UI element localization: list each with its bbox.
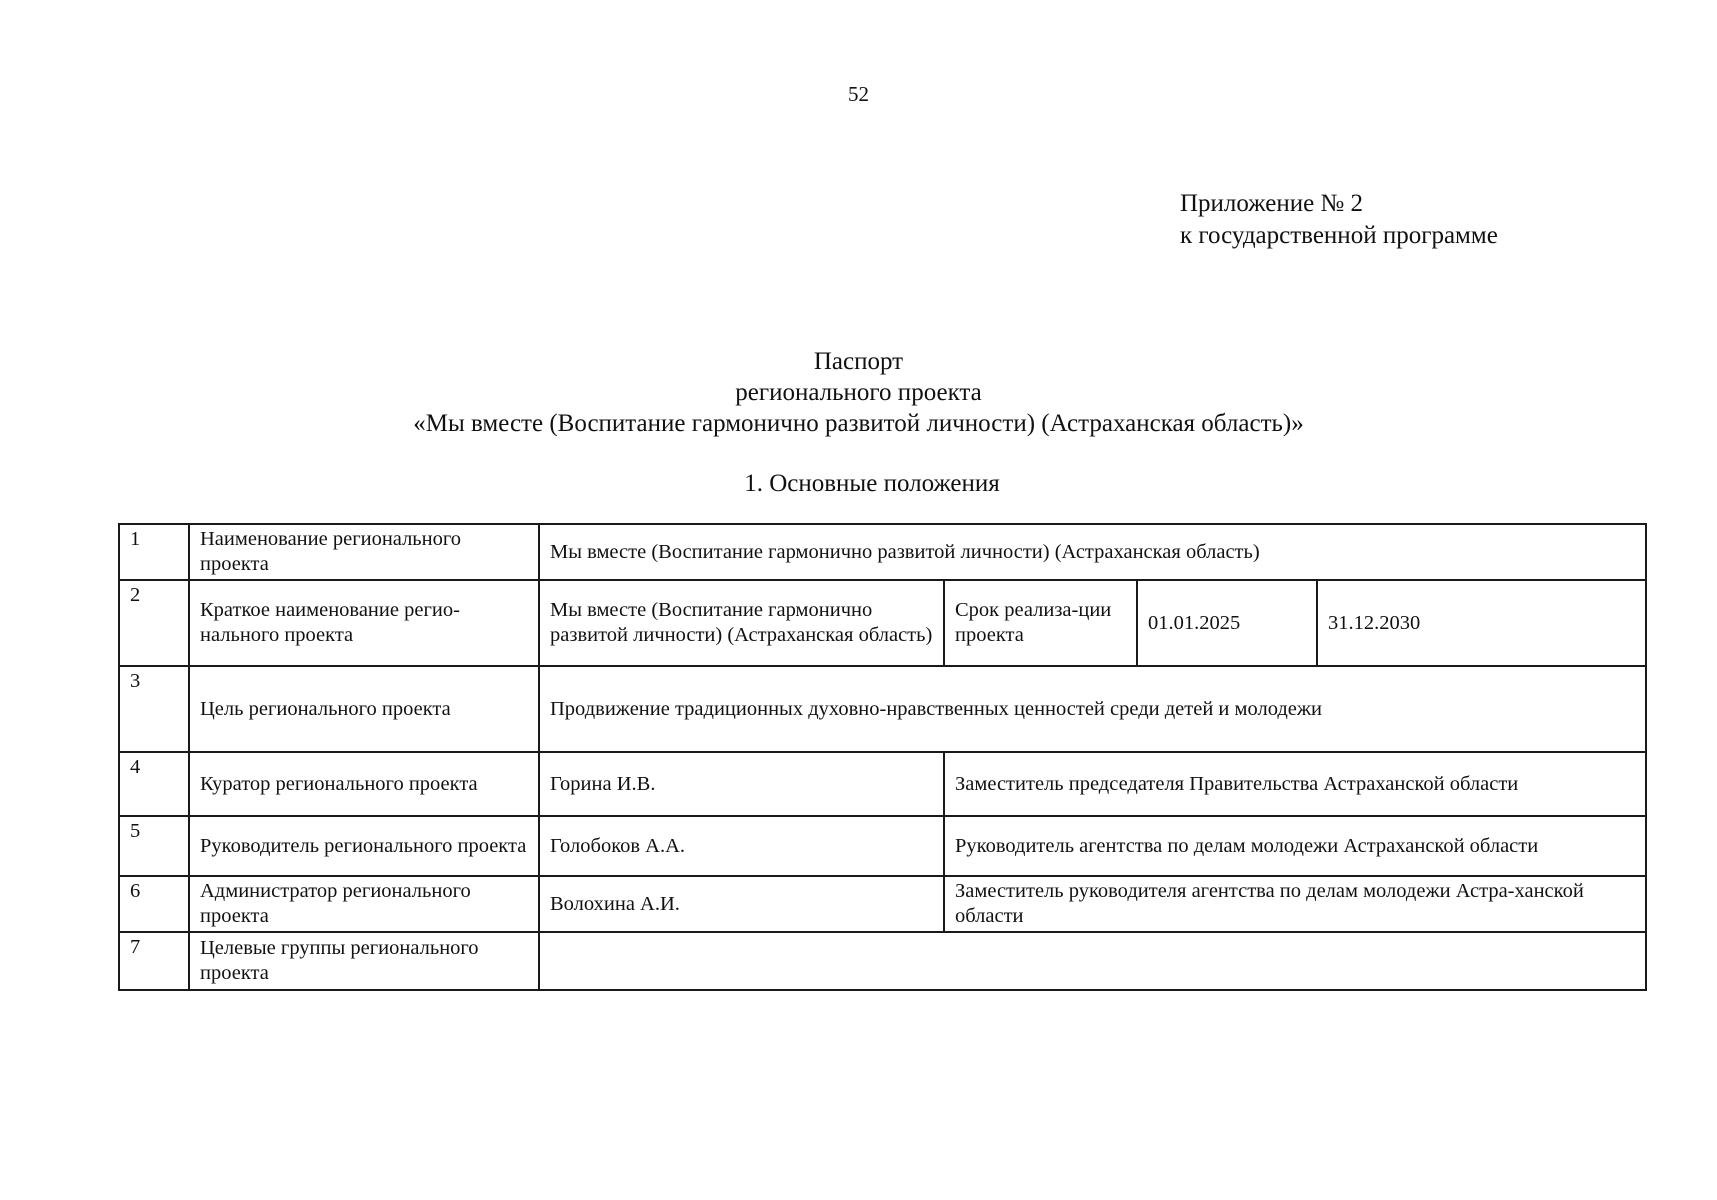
row-label: Руководитель регионального проекта bbox=[189, 816, 539, 876]
head-name: Голобоков А.А. bbox=[539, 816, 944, 876]
administrator-position: Заместитель руководителя агентства по делам молодежи Астра-ханской области bbox=[944, 876, 1646, 932]
row-number: 3 bbox=[119, 666, 189, 752]
curator-position: Заместитель председателя Правительства Астраханской области bbox=[944, 752, 1646, 816]
page-number: 52 bbox=[848, 82, 869, 106]
row-label: Наименование регионального проекта bbox=[189, 524, 539, 580]
row-number: 7 bbox=[119, 932, 189, 990]
row-number: 2 bbox=[119, 580, 189, 666]
table-row bbox=[119, 524, 1646, 580]
section-title: 1. Основные положения bbox=[744, 470, 1000, 497]
table-row bbox=[119, 666, 1646, 752]
administrator-name: Волохина А.И. bbox=[539, 876, 944, 932]
row-label: Куратор регионального проекта bbox=[189, 752, 539, 816]
appendix-line-1: Приложение № 2 bbox=[1180, 190, 1364, 217]
appendix-note bbox=[1180, 188, 1498, 252]
table-row bbox=[119, 752, 1646, 816]
passport-table bbox=[118, 523, 1647, 991]
appendix-line-2: к государственной программе bbox=[1180, 222, 1498, 249]
end-date: 31.12.2030 bbox=[1317, 580, 1646, 666]
curator-name: Горина И.В. bbox=[539, 752, 944, 816]
table-row bbox=[119, 876, 1646, 932]
row-number: 1 bbox=[119, 524, 189, 580]
row-label: Цель регионального проекта bbox=[189, 666, 539, 752]
table-row bbox=[119, 816, 1646, 876]
target-groups-value bbox=[539, 932, 1646, 990]
row-label: Краткое наименование регио-нального проекта bbox=[189, 580, 539, 666]
row-number: 5 bbox=[119, 816, 189, 876]
head-position: Руководитель агентства по делам молодежи Астраханской области bbox=[944, 816, 1646, 876]
title-line-3: «Мы вместе (Воспитание гармонично развитой личности) (Астраханская область)» bbox=[413, 410, 1304, 437]
table-row bbox=[119, 580, 1646, 666]
row-number: 6 bbox=[119, 876, 189, 932]
row-label: Целевые группы регионального проекта bbox=[189, 932, 539, 990]
start-date: 01.01.2025 bbox=[1137, 580, 1317, 666]
document-title bbox=[0, 346, 1717, 439]
goal-value: Продвижение традиционных духовно-нравственных ценностей среди детей и молодежи bbox=[539, 666, 1646, 752]
row-number: 4 bbox=[119, 752, 189, 816]
short-name-value: Мы вместе (Воспитание гармонично развитой личности) (Астраханская область) bbox=[539, 580, 944, 666]
title-line-2: регионального проекта bbox=[735, 379, 982, 406]
table-row bbox=[119, 932, 1646, 990]
row-label: Администратор регионального проекта bbox=[189, 876, 539, 932]
project-name-value: Мы вместе (Воспитание гармонично развитой личности) (Астраханская область) bbox=[539, 524, 1646, 580]
title-line-1: Паспорт bbox=[813, 348, 904, 375]
period-label: Срок реализа-ции проекта bbox=[944, 580, 1137, 666]
